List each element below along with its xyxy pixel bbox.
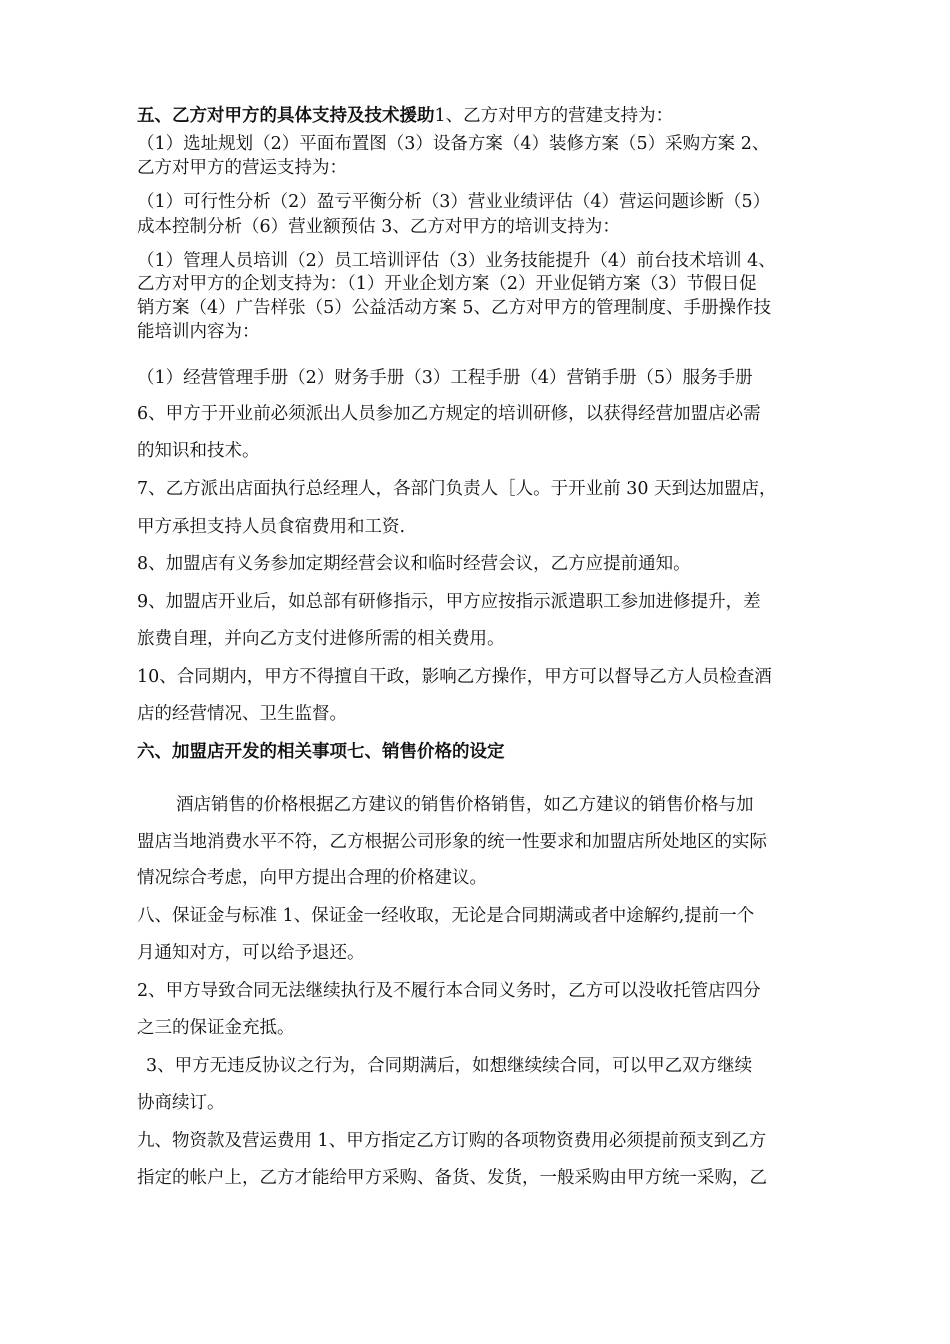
text-line: 乙方对甲方的营运支持为： <box>137 158 347 178</box>
text-line: 10、合同期内，甲方不得擅自干政，影响乙方操作，甲方可以督导乙方人员检查酒 <box>137 667 772 687</box>
section-9-line: 九、物资款及营运费用 1、甲方指定乙方订购的各项物资费用必须提前预支到乙方 <box>137 1131 767 1151</box>
text-line: 8、加盟店有义务参加定期经营会议和临时经营会议，乙方应提前通知。 <box>137 554 691 574</box>
text-line: 2、甲方导致合同无法继续执行及不履行本合同义务时，乙方可以没收托管店四分 <box>137 981 761 1001</box>
text-line: 7、乙方派出店面执行总经理人，各部门负责人［人。于开业前 30 天到达加盟店， <box>137 479 777 499</box>
text-line: （1）可行性分析（2）盈亏平衡分析（3）营业业绩评估（4）营运问题诊断（5） <box>137 192 771 212</box>
section-6-7-heading: 六、加盟店开发的相关事项七、销售价格的设定 <box>137 742 505 762</box>
text-line: 店的经营情况、卫生监督。 <box>137 704 347 724</box>
text-line: 情况综合考虑，向甲方提出合理的价格建议。 <box>137 868 487 888</box>
text-line: 3、甲方无违反协议之行为，合同期满后，如想继续续合同，可以甲乙双方继续 <box>146 1056 753 1076</box>
text-line: 的知识和技术。 <box>137 441 260 461</box>
text-line: （1）选址规划（2）平面布置图（3）设备方案（4）装修方案（5）采购方案 2、 <box>137 134 770 154</box>
text-line-indented: 酒店销售的价格根据乙方建议的销售价格销售，如乙方建议的销售价格与加 <box>176 795 754 815</box>
text-line: 销方案（4）广告样张（5）公益活动方案 5、乙方对甲方的管理制度、手册操作技 <box>137 298 771 318</box>
text-line: 之三的保证金充抵。 <box>137 1018 295 1038</box>
text-line: 盟店当地消费水平不符，乙方根据公司形象的统一性要求和加盟店所处地区的实际 <box>137 832 767 852</box>
text-line: 旅费自理，并向乙方支付进修所需的相关费用。 <box>137 629 505 649</box>
text-line: 指定的帐户上，乙方才能给甲方采购、备货、发货，一般采购由甲方统一采购，乙 <box>137 1168 767 1188</box>
text-line: 月通知对方，可以给予退还。 <box>137 943 365 963</box>
section-5-line <box>137 104 673 128</box>
section-5-heading: 五、乙方对甲方的具体支持及技术援助 <box>137 106 435 126</box>
text-line: 甲方承担支持人员食宿费用和工资. <box>137 517 406 537</box>
text-line: 6、甲方于开业前必须派出人员参加乙方规定的培训研修，以获得经营加盟店必需 <box>137 404 761 424</box>
text-line: 协商续订。 <box>137 1093 225 1113</box>
text-line: （1）管理人员培训（2）员工培训评估（3）业务技能提升（4）前台技术培训 4、 <box>137 251 776 271</box>
text-line: 成本控制分析（6）营业额预估 3、乙方对甲方的培训支持为： <box>137 217 620 237</box>
section-8-line: 八、保证金与标准 1、保证金一经收取，无论是合同期满或者中途解约,提前一个 <box>137 906 755 926</box>
text-line: 能培训内容为： <box>137 322 260 342</box>
text-line: 乙方对甲方的企划支持为：（1）开业企划方案（2）开业促销方案（3）节假日促 <box>137 274 757 294</box>
text-line: （1）经营管理手册（2）财务手册（3）工程手册（4）营销手册（5）服务手册 <box>137 368 753 388</box>
text-line: 9、加盟店开业后，如总部有研修指示，甲方应按指示派遣职工参加进修提升，差 <box>137 592 761 612</box>
section-5-item-1-intro: 1、乙方对甲方的营建支持为： <box>434 106 674 126</box>
